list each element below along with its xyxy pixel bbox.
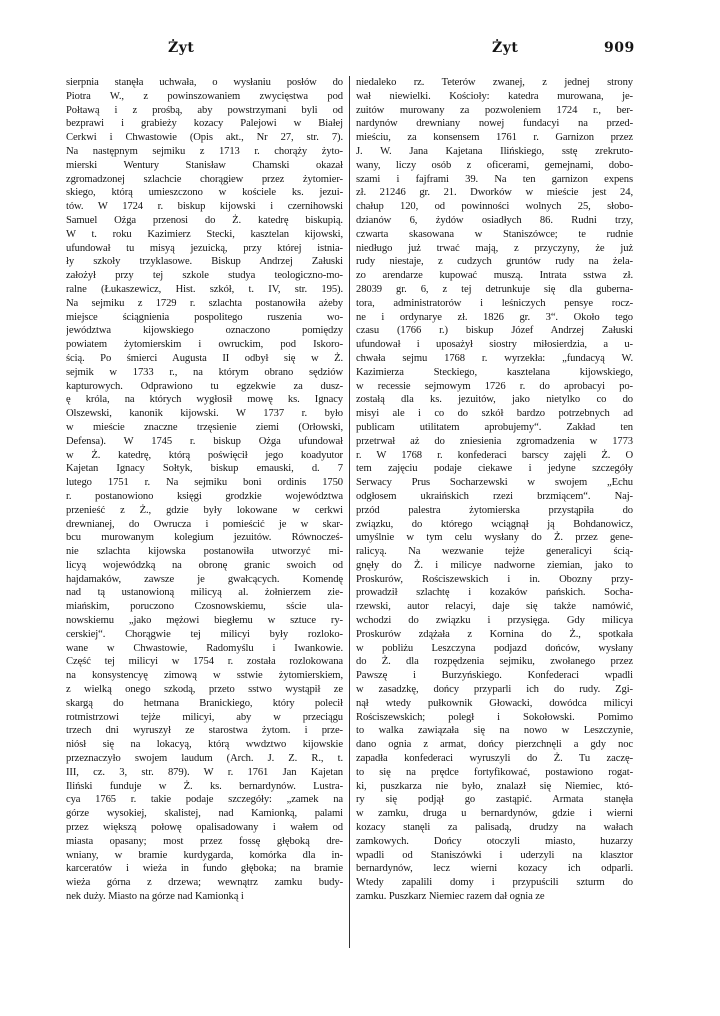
text-line: to się na prędce fortyfikować, postawiono rogat-: [356, 766, 633, 778]
text-line: lutego 1751 r. Na sejmiku boni ordinis 1750: [66, 477, 343, 489]
text-line: przetrwał aż do zniesienia zgromadzenia w 1773: [356, 435, 633, 447]
text-line: ralne (Łukaszewicz, Hist. szkół, t. IV, str. 195).: [66, 283, 343, 295]
text-line: powiatem żytomierskim i owruckim, pod Iskoro-: [66, 339, 343, 351]
text-line: nął wtedy pułkownik Głowacki, dowódca milicyi: [356, 697, 633, 709]
text-line: przenieść z Ż., gdzie były lokowane w cerkwi: [66, 504, 343, 516]
text-line: cya 1765 r. takie podaje szczegóły: „zamek na: [66, 794, 343, 806]
column-divider: [349, 76, 350, 948]
text-line: tem zajęciu podaje ciekawe i jedyne szczegóły: [356, 463, 633, 475]
text-line: zostałą dla ks. jezuitów, jako nietylko co do: [356, 394, 633, 406]
text-line: zamku. Puszkarz Niemiec razem dał ognia ze: [356, 891, 545, 903]
text-line: w mieście znaczne trzęsienie ziemi (Orłowski,: [66, 421, 343, 433]
text-line: bcu murowanym kolegium jezuitów. Równocześ-: [66, 532, 343, 544]
text-line: publicam utilitatem aprobujemy“. Zakład ten: [356, 421, 633, 433]
text-line: niedługo już trwać mają, z przyczyny, że już: [356, 242, 633, 254]
text-line: w zamku, druga u bernardynów, gdzie i wierni: [356, 808, 633, 820]
text-line: Cerkwi i Chwastowie (Opis akt., Nr 27, str. 7).: [66, 132, 343, 144]
text-line: przeznaczyło swojem laudum (Arch. J. Z. R., t.: [66, 753, 343, 765]
text-line: nek duży. Miasto na górze nad Kamionką i: [66, 891, 244, 903]
text-line: nowskiemu „jako mężowi biegłemu w sztuce ry-: [66, 615, 343, 627]
text-line: ę króla, na których wygłosił mowę ks. Ignacy: [66, 394, 343, 406]
text-line: drewnianej, do Owrucza i pomieścić je w skar-: [66, 518, 343, 530]
text-line: W t. roku Kazimierz Stecki, kasztelan kijowski,: [66, 228, 343, 240]
text-column-right: [356, 76, 633, 904]
text-line: bernardynów, lecz wierni kozacy ich odparli.: [356, 863, 633, 875]
text-line: r. postanowiono księgi grodzkie województwa: [66, 490, 343, 502]
text-line: to walka zawiązała się na nowo w Leszczynie,: [356, 725, 633, 737]
text-line: miejsce ściągnienia pospolitego ruszenia wo-: [66, 311, 343, 323]
running-head-right: Żyt: [492, 40, 519, 56]
text-line: Proskurów zdążała z Kornina do Ż., spotkała: [356, 628, 633, 640]
text-line: karceratów i wieża in fundo głęboka; na bramie: [66, 863, 343, 875]
text-line: Na sejmiku z 1729 r. szlachta postanowiła ażeby: [66, 297, 343, 309]
text-line: ralicyą. Na wezwanie tejże generalicyi ścią-: [356, 546, 633, 558]
text-line: mierski Wentury Stanisław Chamski okazał: [66, 159, 343, 171]
text-line: szami i fajframi 39. Na ten garnizon expens: [356, 173, 633, 185]
text-line: górze wysokiej, skalistej, nad Kamionką, palami: [66, 808, 343, 820]
text-line: przód palestra żytomierska przystąpiła do: [356, 504, 633, 516]
text-line: Część tej milicyi w 1754 r. została rozlokowana: [66, 656, 343, 668]
text-line: skargą do hetmana Branickiego, który polecił: [66, 697, 343, 709]
text-line: ły szkoły trzyklasowe. Biskup Andrzej Załuski: [66, 256, 343, 268]
text-line: bezprawi i grabieży kozacy Palejowi w Białej: [66, 118, 343, 130]
text-line: 28039 gr. 6, z tej detrunkuje się dla guberna-: [356, 283, 633, 295]
text-line: ufundował i uposażył siostry miłosierdzia, a u-: [356, 339, 633, 351]
text-line: rudy niestaje, z cudzych gruntów rudy na żela-: [356, 256, 633, 268]
text-line: do Ż. dla rozpędzenia sejmiku, zwołanego przez: [356, 656, 633, 668]
text-line: niósł się na lokacyą, którą wwdztwo kijowskie: [66, 739, 343, 751]
text-line: nie szlachta kijowska postanowiła utworzyć mi-: [66, 546, 343, 558]
text-line: na konsystencyę zimową w sstwie żytomierskiem,: [66, 670, 343, 682]
text-line: ry się podjął go zastąpić. Armata stanęła: [356, 794, 633, 806]
text-line: ne i ordynarye zł. 1826 gr. 3“. Około tego: [356, 311, 633, 323]
text-line: w Ż. katedrę, którą poświęcił jego koadyutor: [66, 449, 343, 461]
text-line: licyą wojewódzką na obronę granic swoich od: [66, 559, 343, 571]
text-line: misyi ale i co do szkół bardzo potrzebnych ad: [356, 408, 633, 420]
text-line: prowadził szlachtę i kozaków pańskich. Socha-: [356, 587, 633, 599]
text-line: gnęły do Ż. i milicye nadworne ziemian, jako to: [356, 559, 633, 571]
text-line: zapadła konfederaci wyruszyli do Ż. Tu zaczę-: [356, 753, 633, 765]
text-line: III, cz. 3, str. 879). W r. 1761 Jan Kajetan: [66, 766, 343, 778]
text-line: kozacy stanęli za palisadą, drudzy na wałach: [356, 822, 633, 834]
text-line: z wielką onego szkodą, przeto sstwo wystąpił ze: [66, 684, 343, 696]
text-line: Pawszę i Burzyńskiego. Konfederaci wpadli: [356, 670, 633, 682]
text-line: założył przy tej szkole studya teologiczno-mo-: [66, 270, 343, 282]
text-line: chałup 120, od powinności wolnych 25, słobo-: [356, 201, 633, 213]
text-line: Rościszewskich; poległ i Sokołowski. Pomimo: [356, 711, 633, 723]
text-line: nardynów drewniany nowej fundacyi na przed-: [356, 118, 633, 130]
text-line: zuitów murowany za pozwoleniem 1724 r., ber-: [356, 104, 633, 116]
text-line: Kazimierza Steckiego, kasztelana kijowskiego,: [356, 366, 633, 378]
text-line: zamkowych. Dońcy otoczyli miasto, huzarzy: [356, 835, 633, 847]
text-line: w zasadzkę, dońcy przyparli ich do rudy. Zgi-: [356, 684, 633, 696]
text-line: związku, do którego wciągnął ją Bohdanowicz,: [356, 518, 633, 530]
text-line: wał niewielki. Kościoły: katedra murowana, je-: [356, 90, 633, 102]
text-line: Proskurów, Rościszewskich i in. Obozny przy-: [356, 573, 633, 585]
text-line: skiego, którą umieszczono w kościele ks. jezui-: [66, 187, 343, 199]
text-line: czwarta skasowana w Staniszówce; te rudnie: [356, 228, 633, 240]
text-line: dzianów 6, żydów osiadłych 86. Rudni trzy,: [356, 214, 633, 226]
text-line: w pobliżu Leszczyna podjazd dońców, wysłany: [356, 642, 633, 654]
text-line: cerskiej“. Chorągwie tej milicyi były rozloko-: [66, 628, 343, 640]
text-line: tów. W 1724 r. biskup kijowski i czernihowski: [66, 201, 343, 213]
text-line: jewództwa kijowskiego oznaczono pomiędzy: [66, 325, 343, 337]
text-line: sierpnia stanęła uchwała, o wysłaniu posłów do: [66, 77, 343, 88]
text-line: ufundował tu misyą jezuicką, przy której istnia-: [66, 242, 343, 254]
text-line: w recessie sejmowym 1726 r. do aprobacyi po-: [356, 380, 633, 392]
text-line: wpadli od Staniszówki i uderzyli na klasztor: [356, 849, 633, 861]
text-line: Połtawą i z prośbą, aby powstrzymani byli od: [66, 104, 343, 116]
text-line: wane w Chwastowie, Radomyślu i Iwankowie.: [66, 642, 343, 654]
text-line: wchodzi do związku i przysięga. Gdy milicya: [356, 615, 633, 627]
text-line: zgromadzonej szlachcie chorągiew przez żytomier-: [66, 173, 343, 185]
text-line: sejmik w 1733 r., na którym obrano sędziów: [66, 366, 343, 378]
text-line: czasu (1766 r.) biskup Józef Andrzej Załuski: [356, 325, 633, 337]
text-line: Kajetan Ignacy Sołtyk, biskup emauski, d. 7: [66, 463, 343, 475]
text-line: Wtedy zapalili domy i przypuścili szturm do: [356, 877, 633, 889]
page-number: 909: [604, 40, 635, 56]
text-line: kapturowych. Odprawiono tu egzekwie za dusz-: [66, 380, 343, 392]
text-line: hajdamaków, zawsze je gwałcących. Komendę: [66, 573, 343, 585]
text-line: umyślnie w tym celu wysłany do Ż. przez gene-: [356, 532, 633, 544]
text-line: rzewski, autor relacyi, daje się także namówić,: [356, 601, 633, 613]
text-line: Samuel Ożga przenosi do Ż. katedrę biskupią.: [66, 214, 343, 226]
text-line: r. W 1768 r. konfederaci barscy zajęli Ż. O: [356, 449, 633, 461]
text-line: trzech dni wyruszył ze starostwa żytom. i prze-: [66, 725, 343, 737]
text-line: chwała sejmu 1768 r. wyrzekła: „fundacyą W.: [356, 352, 633, 364]
text-line: wany, liczy osób z oficerami, gemejnami, dobo-: [356, 159, 633, 171]
text-line: Na następnym sejmiku z 1713 r. chorąży żyto-: [66, 145, 343, 157]
running-head-left: Żyt: [168, 40, 195, 56]
text-line: Piotra W., z powinszowaniem zwycięstwa pod: [66, 90, 343, 102]
text-line: niedaleko rz. Teterów zwanej, z jednej strony: [356, 77, 633, 88]
text-line: miasta opasany; most przez fossę głęboką dre-: [66, 835, 343, 847]
text-line: wniany, w bramie kurdygarda, komórka dla in-: [66, 849, 343, 861]
text-line: zł. 21246 gr. 21. Dworków w mieście jest 24,: [356, 187, 633, 199]
text-line: Olszewski, kanonik kijowski. W 1737 r. było: [66, 408, 343, 420]
text-column-left: [66, 76, 343, 904]
text-line: przez większą połowę opalisadowany i wałem od: [66, 822, 343, 834]
text-line: tora, administratorów i leśniczych pensye rocz-: [356, 297, 633, 309]
text-line: Serwacy Prus Socharzewski w swojem „Echu: [356, 477, 633, 489]
text-line: dano ognia z armat, dońcy pierzchnęli a gdy noc: [356, 739, 633, 751]
text-line: rotmistrzowi tejże milicyi, aby w przeciągu: [66, 711, 343, 723]
text-line: miańskim, poruczono Czosnowskiemu, sście ula-: [66, 601, 343, 613]
text-line: odgłosem ukraińskich rzezi brzmiącem“. Naj-: [356, 490, 633, 502]
text-line: mieściu, za konsensem 1761 r. Garnizon przez: [356, 132, 633, 144]
text-line: Defensa). W 1745 r. biskup Ożga ufundował: [66, 435, 343, 447]
text-line: wieża górna z drzewa; wewnątrz zamku budy-: [66, 877, 343, 889]
text-line: ścią. Po śmierci Augusta II odbył się w Ż.: [66, 352, 343, 364]
text-line: ki, puszkarza nie było, znalazł się Niemiec, któ-: [356, 780, 633, 792]
text-line: J. W. Jana Kajetana Ilińskiego, sstę zrekruto-: [356, 145, 633, 157]
text-line: zo arendarze kupować muszą. Intrata sstwa zł.: [356, 270, 633, 282]
text-line: Iliński funduje w Ż. ks. bernardynów. Lustra-: [66, 780, 343, 792]
text-line: nad tą ustanowioną milicyą al. żołnierzem zie-: [66, 587, 343, 599]
